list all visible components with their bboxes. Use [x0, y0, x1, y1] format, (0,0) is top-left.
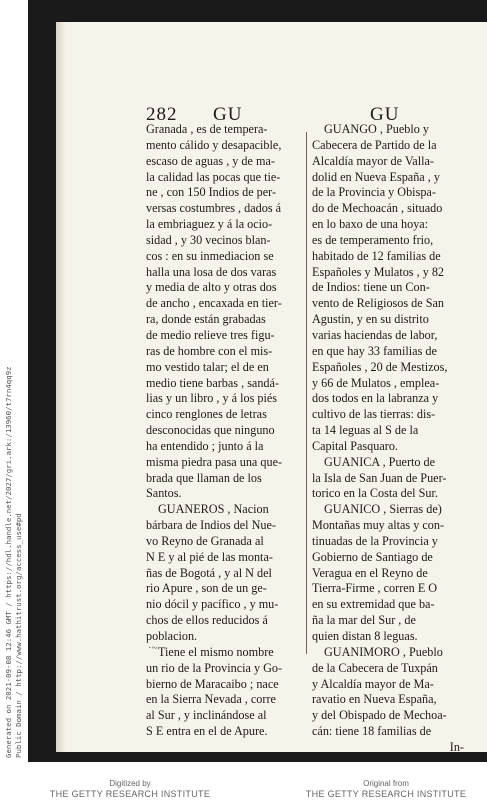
text-line: cán: tiene 18 familias de: [312, 724, 432, 739]
text-line: N E y al pié de las monta-: [146, 549, 273, 564]
text-line: varias haciendas de labor,: [312, 327, 438, 342]
text-line: ne , con 150 Indios de per-: [146, 185, 277, 200]
text-line: en lo baxo de una hoya:: [312, 217, 429, 232]
text-line: versas costumbres , dados á: [146, 201, 282, 216]
text-line: ñas de Bogotá , y al N del: [146, 565, 272, 580]
text-line: Granada , es de tempera-: [146, 122, 268, 136]
text-line: Tiene el mismo nombre: [158, 644, 274, 659]
text-line: desconocidas que ninguno: [146, 423, 275, 438]
ink-mark: ·~: [148, 642, 158, 654]
text-line: ña la mar del Sur , de: [312, 613, 416, 628]
side-annotation: [0, 280, 30, 760]
text-line: dos todos en la labranza y: [312, 391, 439, 406]
text-line: GUANICA , Puerto de: [324, 454, 436, 469]
running-head-right: GU: [370, 104, 400, 125]
text-line: la calidad las pocas que tie-: [146, 169, 281, 184]
text-line: en que hay 33 familias de: [312, 343, 437, 358]
text-line: es de temperamento frio,: [312, 232, 434, 247]
original-from-label: Original from: [363, 779, 409, 788]
text-line: al Sur , y inclinándose al: [146, 708, 267, 723]
text-line: GUANEROS , Nacion: [158, 502, 269, 517]
text-line: un rio de la Provincia y Go-: [146, 660, 283, 675]
text-line: bierno de Maracaibo ; nace: [146, 676, 279, 691]
text-line: poblacion.: [146, 629, 198, 643]
text-line: cinco renglones de letras: [146, 407, 267, 422]
digitizer-name: THE GETTY RESEARCH INSTITUTE: [49, 789, 211, 799]
text-line: Tierra-Firme , corren E O: [312, 581, 438, 596]
text-line: GUANIMORO , Pueblo: [324, 644, 443, 659]
text-line: escaso de aguas , y de ma-: [146, 153, 275, 168]
text-line: nio dócil y pacífico , y mu-: [146, 597, 279, 612]
text-line: ravatio en Nueva España,: [312, 692, 437, 707]
text-line: Cabecera de Partido de la: [312, 137, 437, 152]
text-line: Montañas muy altas y con-: [312, 518, 445, 533]
text-line: GUANICO , Sierras de): [324, 502, 442, 517]
text-line: do de Mechoacán , situado: [312, 201, 443, 216]
text-line: brada que llaman de los: [146, 470, 262, 485]
text-line: Españoles , 20 de Mestizos,: [312, 359, 448, 374]
text-line: medio tiene barbas , sandá-: [146, 375, 279, 390]
text-line: torico en la Costa del Sur.: [312, 486, 438, 501]
text-line: vento de Religiosos de San: [312, 296, 445, 311]
text-line: tinuadas de la Provincia y: [312, 533, 438, 548]
left-column: [146, 122, 301, 740]
text-line: cultivo de las tierras: dis-: [312, 407, 436, 422]
text-line: de la Cabecera de Tuxpán: [312, 660, 438, 675]
text-line: Veragua en el Reyno de: [312, 565, 428, 580]
text-line: cos : en su inmediacion se: [146, 248, 274, 263]
rights-note: Public Domain / http://www.hathitrust.org/access_use#pd: [14, 513, 23, 758]
text-line: la embriaguez y á la ocio-: [146, 217, 273, 232]
text-line: y Alcaldía mayor de Ma-: [312, 676, 434, 691]
text-line: mo vestido talar; el de en: [146, 359, 269, 374]
text-line: bárbara de Indios del Nue-: [146, 518, 276, 533]
text-line: de Indios: tiene un Con-: [312, 280, 430, 295]
page-number: 282: [146, 104, 178, 125]
text-line: misma piedra pasa una que-: [146, 454, 283, 469]
text-line: Alcaldía mayor de Valla-: [312, 153, 434, 168]
text-line: lias y un libro , y á los piés: [146, 391, 278, 406]
column-divider: [306, 132, 307, 654]
text-line: rio Apure , son de un ge-: [146, 581, 267, 596]
page-gutter-shadow: [56, 22, 66, 752]
text-line: vo Reyno de Granada al: [146, 533, 264, 548]
running-head-left: GU: [213, 104, 243, 125]
text-line: In-: [449, 739, 464, 754]
text-line: S E entra en el de Apure.: [146, 724, 268, 739]
text-line: Capital Pasquaro.: [312, 438, 398, 453]
text-line: de la Provincia y Obispa-: [312, 185, 436, 200]
text-line: en su extremidad que ba-: [312, 597, 435, 612]
text-line: ra, donde están grabadas: [146, 312, 266, 327]
text-line: halla una losa de dos varas: [146, 264, 277, 279]
digitized-by-label: Digitized by: [109, 779, 151, 788]
text-line: quien distan 8 leguas.: [312, 629, 418, 643]
text-line: ta 14 leguas al S de la: [312, 423, 419, 438]
text-line: Agustin, y en su distrito: [312, 312, 429, 327]
right-column: [312, 122, 464, 756]
text-line: GUANGO , Pueblo y: [324, 122, 429, 136]
text-line: y del Obispado de Mechoa-: [312, 708, 447, 723]
text-line: de medio relieve tres figu-: [146, 327, 275, 342]
text-line: Gobierno de Santiago de: [312, 549, 433, 564]
footer-left: [40, 779, 220, 799]
text-line: ras de hombre con el mis-: [146, 343, 273, 358]
original-holder-name: THE GETTY RESEARCH INSTITUTE: [305, 789, 467, 799]
text-line: y 66 de Mulatos , emplea-: [312, 375, 440, 390]
text-line: ha entendido ; junto á la: [146, 438, 264, 453]
text-line: en la Sierra Nevada , corre: [146, 692, 276, 707]
text-line: mento cálido y desapacible,: [146, 137, 282, 152]
text-line: de ancho , encaxada en tier-: [146, 296, 282, 311]
text-line: la Isla de San Juan de Puer-: [312, 470, 447, 485]
text-line: dolid en Nueva España , y: [312, 169, 440, 184]
text-line: y media de alto y otras dos: [146, 280, 277, 295]
text-line: sidad , y 30 vecinos blan-: [146, 232, 271, 247]
text-line: Santos.: [146, 486, 182, 501]
generated-note: Generated on 2021-09-08 12:46 GMT / https://hdl.handle.net/2027/gri.ark:/13960/t7rn4qq9z: [4, 366, 13, 758]
footer-right: [296, 779, 476, 799]
text-line: habitado de 12 familias de: [312, 248, 441, 263]
text-line: Españoles y Mulatos , y 82: [312, 264, 445, 279]
text-line: chos de ellos reducidos á: [146, 613, 268, 628]
